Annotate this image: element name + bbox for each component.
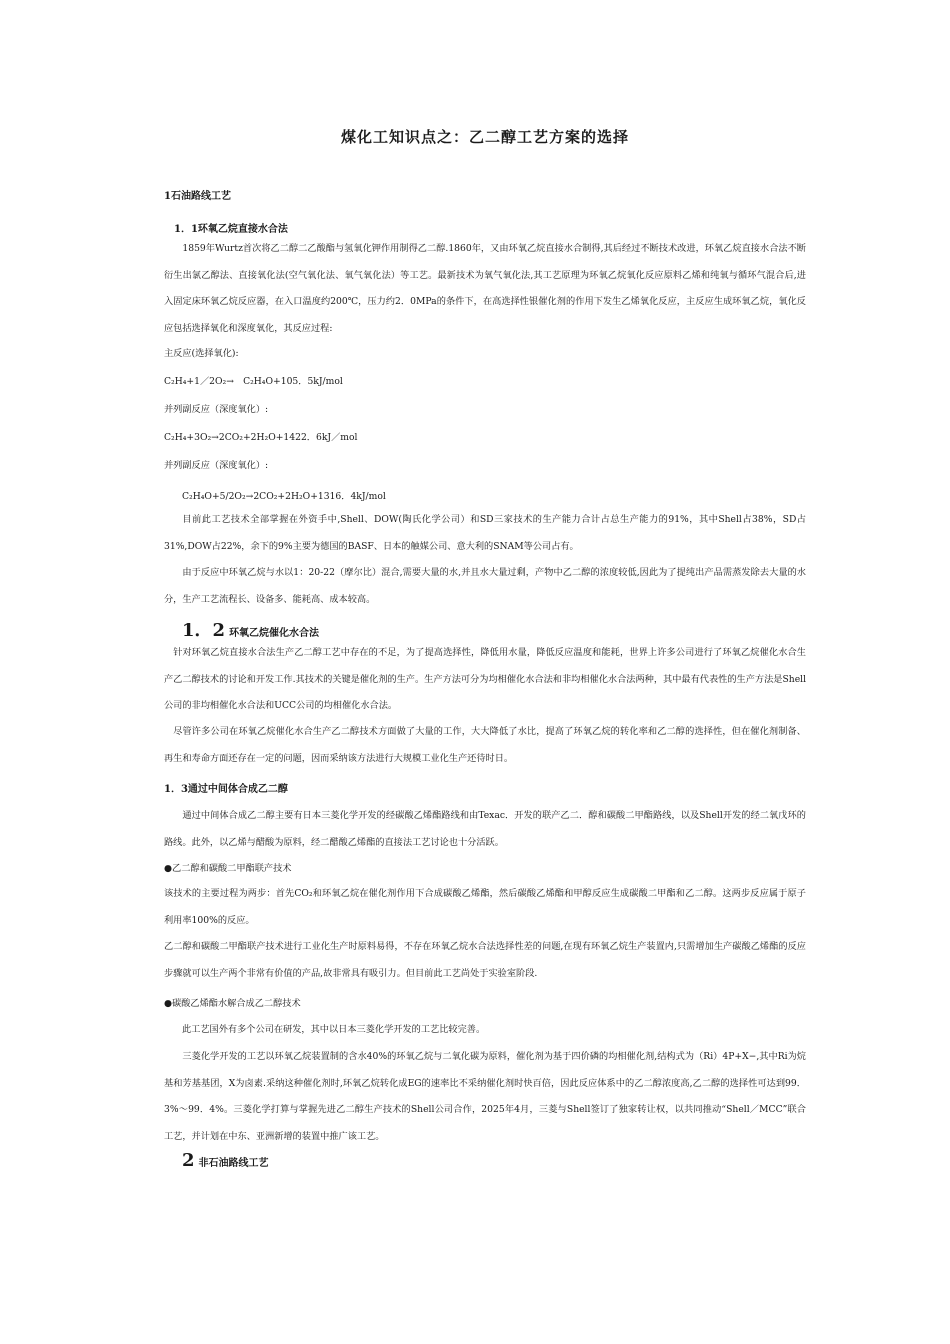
equation-2: C₂H₄+3O₂→2CO₂+2H₂O+1422．6kJ／mol <box>164 432 358 443</box>
section-number-2: 2 <box>182 1150 195 1171</box>
subsection-number-1-2: 1．2 <box>182 620 226 641</box>
bullet-heading-1: ●乙二醇和碳酸二甲酯联产技术 <box>164 863 292 874</box>
section-heading-2 <box>182 1150 824 1171</box>
page-title: 煤化工知识点之：乙二醇工艺方案的选择 <box>340 128 629 146</box>
main-reaction-label: 主反应(选择氧化): <box>164 348 239 359</box>
paragraph-1-1-market: 目前此工艺技术全部掌握在外资手中,Shell、DOW(陶氏化学公司）和SD三家技术的生产能力合计占总生产能力的91%，其中Shell占38%，SD占31%,DOW占22%，余下的9%主要为德国的BASF、日本的触媒公司、意大利的SNAM等公司占有。 <box>164 514 806 552</box>
paragraph-1-2-issues: 尽管许多公司在环氧乙烷催化水合生产乙二醇技术方面做了大量的工作，大大降低了水比，提高了环氧乙烷的转化率和乙二醇的选择性，但在催化剂制备、再生和寿命方面还存在一定的问题，因而采纳该方法进行大规模工业化生产还待时日。 <box>164 726 806 764</box>
paragraph-1-3-intro: 通过中间体合成乙二醇主要有日本三菱化学开发的经碳酸乙烯酯路线和由Texac．开发的联产乙二．醇和碳酸二甲酯路线，以及Shell开发的经二氧戊环的路线。此外，以乙烯与醋酸为原料，经二醋酸乙烯酯的直接法工艺讨论也十分活跃。 <box>164 810 806 848</box>
paragraph-1-1-intro: 1859年Wurtz首次将乙二醇二乙酸酯与氢氧化钾作用制得乙二醇.1860年，又由环氧乙烷直接水合制得,其后经过不断技术改进，环氧乙烷直接水合法不断衍生出氯乙醇法、直接氧化法(空气氧化法、氧气氧化法）等工艺。最新技术为氧气氧化法,其工艺原理为环氧乙烷氧化反应原料乙烯和纯氧与循环气混合后,进入固定床环氧乙烷反应器，在入口温度约200℃，压力约2．0MPa的条件下，在高选择性银催化剂的作用下发生乙烯氧化反应，主反应生成环氧乙烷，氧化反应包括选择氧化和深度氧化，其反应过程: <box>164 243 806 334</box>
subsection-heading-1-1: 1．1环氧乙烷直接水合法 <box>174 224 288 235</box>
equation-3: C₂H₄O+5/2O₂→2CO₂+2H₂O+1316．4kJ/mol <box>182 491 386 502</box>
section-heading-1: 1石油路线工艺 <box>164 191 231 202</box>
paragraph-bullet-2-mitsubishi: 三菱化学开发的工艺以环氧乙烷装置制的含水40%的环氧乙烷与二氧化碳为原料，催化剂为基于四价磷的均相催化剂,结构式为（Ri）4P+X−,其中Ri为烷基和芳基基团，X为卤素.采纳这种催化剂时,环氧乙烷转化成EG的速率比不采纳催化剂时快百倍，因此反应体系中的乙二醇浓度高,乙二醇的选择性可达到99．3%～99．4%。三菱化学打算与掌握先进乙二醇生产技术的Shell公司合作，2025年4月，三菱与Shell签订了独家转让权，以共同推动“Shell／MCC”联合工艺，并计划在中东、亚洲新增的装置中推广该工艺。 <box>164 1051 806 1142</box>
paragraph-bullet-1-process: 该技术的主要过程为两步：首先CO₂和环氧乙烷在催化剂作用下合成碳酸乙烯酯，然后碳酸乙烯酯和甲醇反应生成碳酸二甲酯和乙二醇。这两步反应属于原子利用率100%的反应。 <box>164 888 806 926</box>
subsection-heading-1-3: 1．3通过中间体合成乙二醇 <box>164 784 288 795</box>
paragraph-bullet-2-overview: 此工艺国外有多个公司在研发，其中以日本三菱化学开发的工艺比较完善。 <box>182 1024 486 1035</box>
side-reaction-label-1: 并列副反应（深度氧化）: <box>164 404 269 415</box>
section-title-2: 非石油路线工艺 <box>198 1158 269 1169</box>
equation-1: C₂H₄+1／2O₂→ C₂H₄O+105．5kJ/mol <box>164 376 343 387</box>
paragraph-1-1-drawback: 由于反应中环氧乙烷与水以1：20-22（摩尔比）混合,需要大量的水,并且水大量过剩，产物中乙二醇的浓度较低,因此为了提纯出产品需蒸发除去大量的水分，生产工艺流程长、设备多、能耗高、成本较高。 <box>164 567 806 605</box>
side-reaction-label-2: 并列副反应（深度氧化）: <box>164 460 269 471</box>
subsection-heading-1-2 <box>182 616 824 642</box>
subsection-title-1-2: 环氧乙烷催化水合法 <box>229 628 320 639</box>
paragraph-bullet-1-advantage: 乙二醇和碳酸二甲酯联产技术进行工业化生产时原料易得，不存在环氧乙烷水合法选择性差的问题,在现有环氧乙烷生产装置内,只需增加生产碳酸乙烯酯的反应步骤就可以生产两个非常有价值的产品,故非常具有吸引力。但目前此工艺尚处于实验室阶段. <box>164 941 806 979</box>
paragraph-1-2-intro: 针对环氧乙烷直接水合法生产乙二醇工艺中存在的不足，为了提高选择性，降低用水量，降低反应温度和能耗，世界上许多公司进行了环氧乙烷催化水合生产乙二醇技术的讨论和开发工作.其技术的关键是催化剂的生产。生产方法可分为均相催化水合法和非均相催化水合法两种，其中最有代表性的生产方法是Shell公司的非均相催化水合法和UCC公司的均相催化水合法。 <box>164 647 807 711</box>
bullet-heading-2: ●碳酸乙烯酯水解合成乙二醇技术 <box>164 998 301 1009</box>
